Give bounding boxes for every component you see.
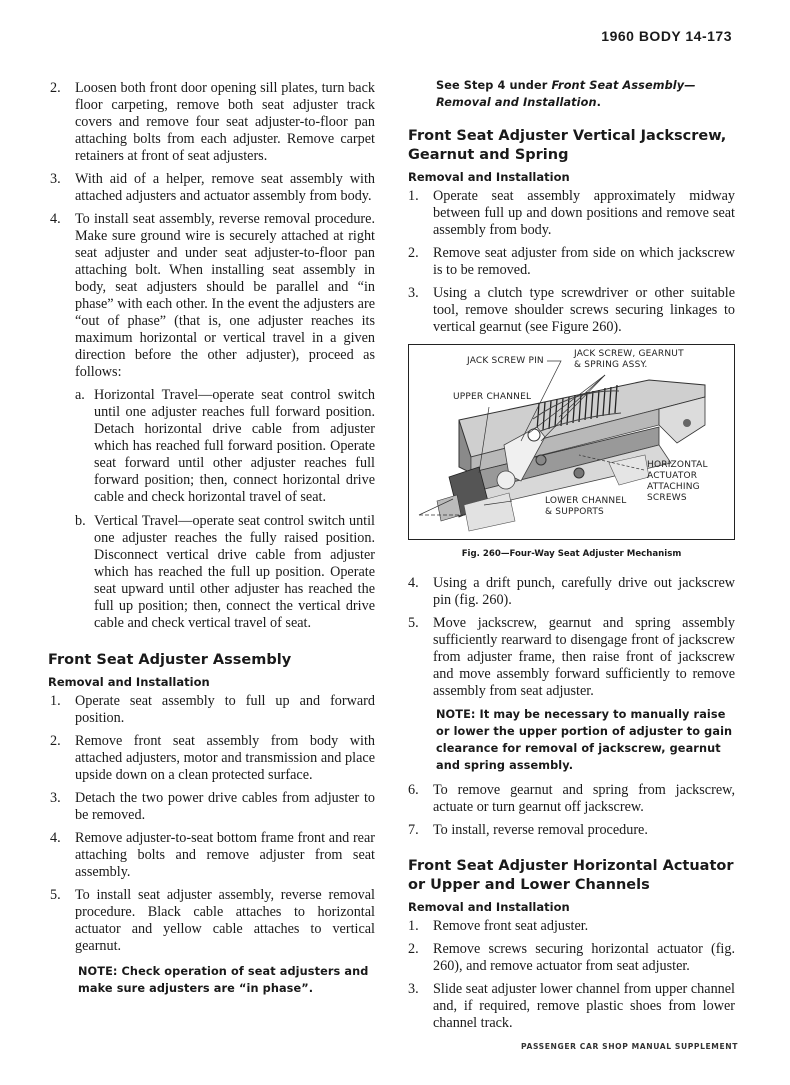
sub-step-letter: b. [75,513,86,529]
section-title-jackscrew: Front Seat Adjuster Vertical Jackscrew, Gearnut and Spring [408,128,727,163]
step-text: Loosen both front door opening sill plates, turn back floor carpeting, remove both seat adjuster track covers and remove four seat adjuster-to-floor pan attaching bolts from each adjuster. Remove carpet retainers at front of seat adjusters. [75,80,375,164]
list-item [408,918,735,935]
step-text: Remove seat adjuster from side on which jackscrew is to be removed. [433,245,735,278]
jackscrew-steps-after-note [408,782,735,839]
step-number: 3. [50,790,61,806]
list-item [75,387,375,506]
step-text: To install seat assembly, reverse removal procedure. Make sure ground wire is securely attached at right seat adjuster and under seat adjuster-to-floor pan attaching bolt. When installing seat assembly in body, seat adjusters should be parallel and “in phase” with each other. In the event the adjusters are “out of phase” (that is, one adjuster reaches its maximum horizontal or vertical travel in a given direction before the other adjuster), proceed as follows: [75,211,375,380]
section-title-adjuster-assembly: Front Seat Adjuster Assembly [48,652,292,668]
list-item [50,733,375,784]
sub-step-list [75,387,375,632]
right-column [408,80,735,1038]
step-text: To install seat adjuster assembly, reverse removal procedure. Black cable attaches to horizontal actuator and yellow cable attaches to vertical gearnut. [75,887,375,954]
sub-step-text: Horizontal Travel—operate seat control switch until one adjuster reaches full forward position. Detach horizontal drive cable from adjuster which has reached full forward position. Operate seat forward until other adjuster reaches full forward position; then, connect horizontal drive cable and check horizontal travel of seat. [94,387,375,505]
step-number: 2. [408,245,419,261]
step-number: 2. [50,733,61,749]
jackscrew-steps-before-figure [408,188,735,336]
step-text: Operate seat assembly to full up and forward position. [75,693,375,726]
adjuster-assembly-steps [50,693,375,955]
see-step-suffix: . [596,96,602,109]
step-text: Slide seat adjuster lower channel from upper channel and, if required, remove plastic shoes from lower channel track. [433,981,735,1031]
step-number: 2. [50,80,61,96]
figure-260-seat-adjuster-mechanism [408,344,735,540]
list-item [408,245,735,279]
label-jack-screw-assy-line2: & SPRING ASSY. [574,360,648,370]
list-item [50,80,375,165]
list-item [408,285,735,336]
step-text: Using a drift punch, carefully drive out jackscrew pin (fig. 260). [433,575,735,608]
list-item [50,887,375,955]
step-text: Remove front seat assembly from body with attached adjusters, motor and transmission and place upside down on a clean protected surface. [75,733,375,783]
step-text: Detach the two power drive cables from adjuster to be removed. [75,790,375,823]
left-column [50,80,375,997]
step-text: Remove adjuster-to-seat bottom frame front and rear attaching bolts and remove adjuster from seat assembly. [75,830,375,880]
step-number: 1. [408,188,419,204]
see-step-prefix: See Step 4 under [436,79,552,92]
label-horizontal-actuator-line3: ATTACHING [647,482,700,492]
label-jack-screw-assy-line1: JACK SCREW, GEARNUT [574,349,684,359]
list-item [75,513,375,632]
step-text: Remove screws securing horizontal actuator (fig. 260), and remove actuator from seat adjuster. [433,941,735,974]
step-text: Operate seat assembly approximately midway between full up and down positions and remove seat assembly from body. [433,188,735,238]
list-item [50,830,375,881]
step-number: 3. [50,171,61,187]
label-lower-channel-line1: LOWER CHANNEL [545,496,627,506]
note-manual-clearance: NOTE: It may be necessary to manually raise or lower the upper portion of adjuster to gain clearance for removal of jackscrew, gearnut and spring assembly. [436,708,733,772]
step-number: 3. [408,981,419,997]
label-horizontal-actuator-line2: ACTUATOR [647,471,698,481]
list-item [50,693,375,727]
list-item [50,171,375,205]
list-item [408,782,735,816]
label-horizontal-actuator-line4: SCREWS [647,493,687,503]
list-item [50,211,375,632]
list-item [408,981,735,1032]
label-upper-channel: UPPER CHANNEL [453,392,532,402]
step-text: Move jackscrew, gearnut and spring assembly sufficiently rearward to disengage front of jackscrew from adjuster frame, then raise front of jackscrew and move assembly forward sufficiently to remove assembly from seat adjuster. [433,615,735,699]
list-item [408,822,735,839]
list-item [408,575,735,609]
channels-steps [408,918,735,1032]
list-item [408,615,735,700]
continued-step-list [50,80,375,632]
step-number: 2. [408,941,419,957]
step-text: Remove front seat adjuster. [433,918,589,934]
figure-caption: Fig. 260—Four-Way Seat Adjuster Mechanism [461,549,682,559]
section-title-horizontal-actuator-channels: Front Seat Adjuster Horizontal Actuator or Upper and Lower Channels [408,858,734,893]
step-number: 1. [408,918,419,934]
page-header-ref: 1960 BODY 14-173 [601,28,732,44]
step-text: With aid of a helper, remove seat assembly with attached adjusters and actuator assembly from body. [75,171,375,204]
see-step-note [408,77,735,111]
note-in-phase: NOTE: Check operation of seat adjusters and make sure adjusters are “in phase”. [78,965,369,995]
section-subtitle: Removal and Installation [408,170,570,184]
list-item [50,790,375,824]
step-number: 5. [408,615,419,631]
step-number: 3. [408,285,419,301]
section-subtitle: Removal and Installation [408,900,570,914]
step-number: 4. [408,575,419,591]
list-item [408,188,735,239]
step-number: 7. [408,822,419,838]
step-number: 4. [50,211,61,227]
step-text: To remove gearnut and spring from jackscrew, actuate or turn gearnut off jackscrew. [433,782,735,815]
sub-step-text: Vertical Travel—operate seat control switch until one adjuster reaches the fully raised position. Disconnect vertical drive cable from adjuster which has reached the full up position. Operate seat upward until other adjuster has reached the full up position; then, connect the vertical drive cable and check vertical travel of seat. [94,513,375,631]
step-number: 6. [408,782,419,798]
label-jack-screw-pin: JACK SCREW PIN [467,356,544,366]
label-lower-channel-line2: & SUPPORTS [545,507,604,517]
step-text: To install, reverse removal procedure. [433,822,648,838]
step-number: 4. [50,830,61,846]
step-number: 1. [50,693,61,709]
see-step-reference: Front Seat Assembly—Removal and Installation [436,79,696,109]
step-text: Using a clutch type screwdriver or other suitable tool, remove shoulder screws securing linkages to vertical gearnut (see Figure 260). [433,285,735,335]
page-footer: PASSENGER CAR SHOP MANUAL SUPPLEMENT [521,1042,738,1051]
step-number: 5. [50,887,61,903]
sub-step-letter: a. [75,387,85,403]
section-subtitle: Removal and Installation [48,675,210,689]
list-item [408,941,735,975]
jackscrew-steps-after-figure [408,575,735,700]
label-horizontal-actuator-line1: HORIZONTAL [647,460,708,470]
